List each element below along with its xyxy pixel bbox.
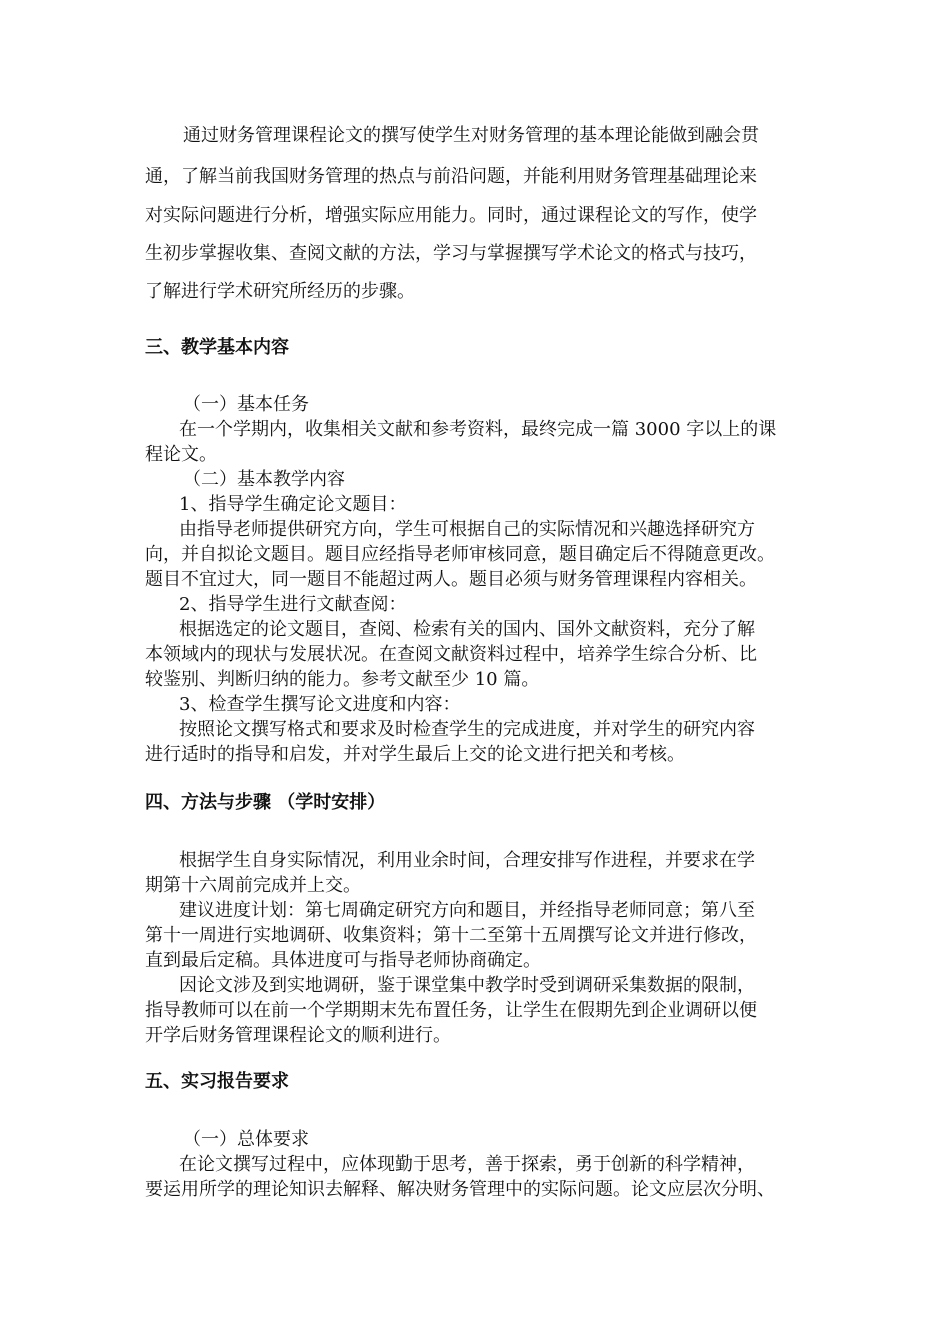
section3-line: 按照论文撰写格式和要求及时检查学生的完成进度，并对学生的研究内容: [179, 719, 755, 740]
intro-line-2: 通，了解当前我国财务管理的热点与前沿问题，并能利用财务管理基础理论来: [145, 166, 757, 187]
section5-line: 要运用所学的理论知识去解释、解决财务管理中的实际问题。论文应层次分明、: [145, 1179, 775, 1200]
section5-subheading-1: （一）总体要求: [183, 1129, 309, 1150]
section5-line: 在论文撰写过程中，应体现勤于思考，善于探索，勇于创新的科学精神，: [179, 1154, 755, 1175]
section3-line: 在一个学期内，收集相关文献和参考资料，最终完成一篇 3000 字以上的课: [179, 419, 777, 440]
intro-line-3: 对实际问题进行分析，增强实际应用能力。同时，通过课程论文的写作，使学: [145, 205, 757, 226]
intro-line-1: 通过财务管理课程论文的撰写使学生对财务管理的基本理论能做到融会贯: [183, 125, 759, 146]
section4-line: 根据学生自身实际情况，利用业余时间，合理安排写作进程，并要求在学: [179, 850, 755, 871]
section3-line: 根据选定的论文题目，查阅、检索有关的国内、国外文献资料，充分了解: [179, 619, 755, 640]
section4-line: 第十一周进行实地调研、收集资料；第十二至第十五周撰写论文并进行修改，: [145, 925, 757, 946]
section-heading-3: 三、教学基本内容: [145, 337, 289, 358]
intro-line-4: 生初步掌握收集、查阅文献的方法，学习与掌握撰写学术论文的格式与技巧，: [145, 243, 757, 264]
section3-line: 进行适时的指导和启发，并对学生最后上交的论文进行把关和考核。: [145, 744, 685, 765]
section3-line: 本领域内的现状与发展状况。在查阅文献资料过程中，培养学生综合分析、比: [145, 644, 757, 665]
section3-item-3: 3、检查学生撰写论文进度和内容：: [179, 694, 461, 715]
section3-line: 向，并自拟论文题目。题目应经指导老师审核同意，题目确定后不得随意更改。: [145, 544, 775, 565]
section3-item-1: 1、指导学生确定论文题目：: [179, 494, 407, 515]
section3-subheading-2: （二）基本教学内容: [183, 469, 345, 490]
section4-line: 建议进度计划：第七周确定研究方向和题目，并经指导老师同意；第八至: [179, 900, 755, 921]
section3-item-2: 2、指导学生进行文献查阅：: [179, 594, 407, 615]
section3-line: 题目不宜过大，同一题目不能超过两人。题目必须与财务管理课程内容相关。: [145, 569, 757, 590]
section3-line: 程论文。: [145, 444, 217, 465]
section4-line: 期第十六周前完成并上交。: [145, 875, 361, 896]
section4-line: 开学后财务管理课程论文的顺利进行。: [145, 1025, 451, 1046]
section4-line: 直到最后定稿。具体进度可与指导老师协商确定。: [145, 950, 541, 971]
section3-line: 由指导老师提供研究方向，学生可根据自己的实际情况和兴趣选择研究方: [179, 519, 755, 540]
section-heading-5: 五、实习报告要求: [145, 1071, 289, 1092]
section4-line: 因论文涉及到实地调研，鉴于课堂集中教学时受到调研采集数据的限制，: [179, 975, 755, 996]
section3-subheading-1: （一）基本任务: [183, 394, 309, 415]
intro-line-5: 了解进行学术研究所经历的步骤。: [145, 281, 415, 302]
section3-line: 较鉴别、判断归纳的能力。参考文献至少 10 篇。: [145, 669, 540, 690]
section-heading-4: 四、方法与步骤 （学时安排）: [145, 792, 386, 813]
section4-line: 指导教师可以在前一个学期期末先布置任务，让学生在假期先到企业调研以便: [145, 1000, 757, 1021]
